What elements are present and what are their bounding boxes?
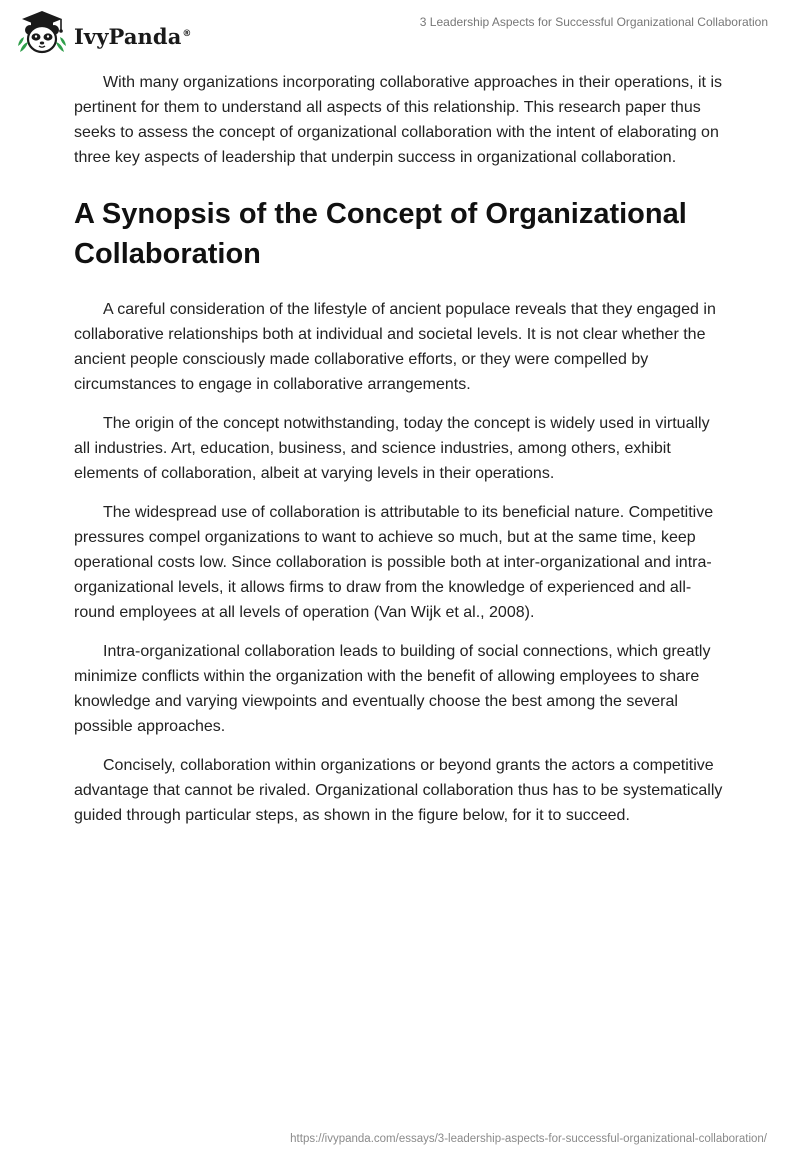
page-header bbox=[0, 0, 800, 60]
body-paragraph: A careful consideration of the lifestyle of ancient populace reveals that they engaged in collaborative relationships both at individual and societal levels. It is not clear whether the ancient people consciously made collaborative efforts, or they were compelled by circumstances to engage in collaborative arrangements. bbox=[74, 301, 716, 393]
body-paragraph: Concisely, collaboration within organizations or beyond grants the actors a competitive advantage that cannot be rivaled. Organizational collaboration thus has to be systematically guided through particular steps, as shown in the figure below, for it to succeed. bbox=[74, 757, 723, 824]
ivypanda-logo[interactable] bbox=[16, 8, 192, 58]
body-paragraph: The origin of the concept notwithstanding, today the concept is widely used in virtually all industries. Art, education, business, and science industries, among others, exhibit elements of collaboration, albeit at varying levels in their operations. bbox=[74, 415, 710, 482]
body-paragraph: The widespread use of collaboration is attributable to its beneficial nature. Competitive pressures compel organizations to want to achieve so much, but at the same time, keep operational costs low. Since collaboration is possible both at inter-organizational and intra-organizational levels, it allows firms to draw from the knowledge of experienced and all-round employees at all levels of operation (Van Wijk et al., 2008). bbox=[74, 504, 714, 621]
logo-wordmark: IvyPanda® bbox=[74, 23, 192, 49]
panda-graduate-icon bbox=[16, 8, 68, 58]
section-heading: A Synopsis of the Concept of Organizational Collaboration bbox=[74, 198, 687, 270]
body-paragraph: Intra-organizational collaboration leads to building of social connections, which greatly minimize conflicts within the organization with the benefit of allowing employees to share knowledge and varying viewpoints and eventually choose the best among the several possible approaches. bbox=[74, 643, 711, 735]
article-body bbox=[74, 70, 726, 842]
source-url[interactable]: https://ivypanda.com/essays/3-leadership-aspects-for-successful-organizational-collaboration/ bbox=[290, 1133, 767, 1145]
intro-paragraph: With many organizations incorporating collaborative approaches in their operations, it is pertinent for them to understand all aspects of this relationship. This research paper thus seeks to assess the concept of organizational collaboration with the intent of elaborating on three key aspects of leadership that underpin success in organizational collaboration. bbox=[74, 74, 722, 166]
document-title: 3 Leadership Aspects for Successful Organizational Collaboration bbox=[419, 15, 768, 29]
